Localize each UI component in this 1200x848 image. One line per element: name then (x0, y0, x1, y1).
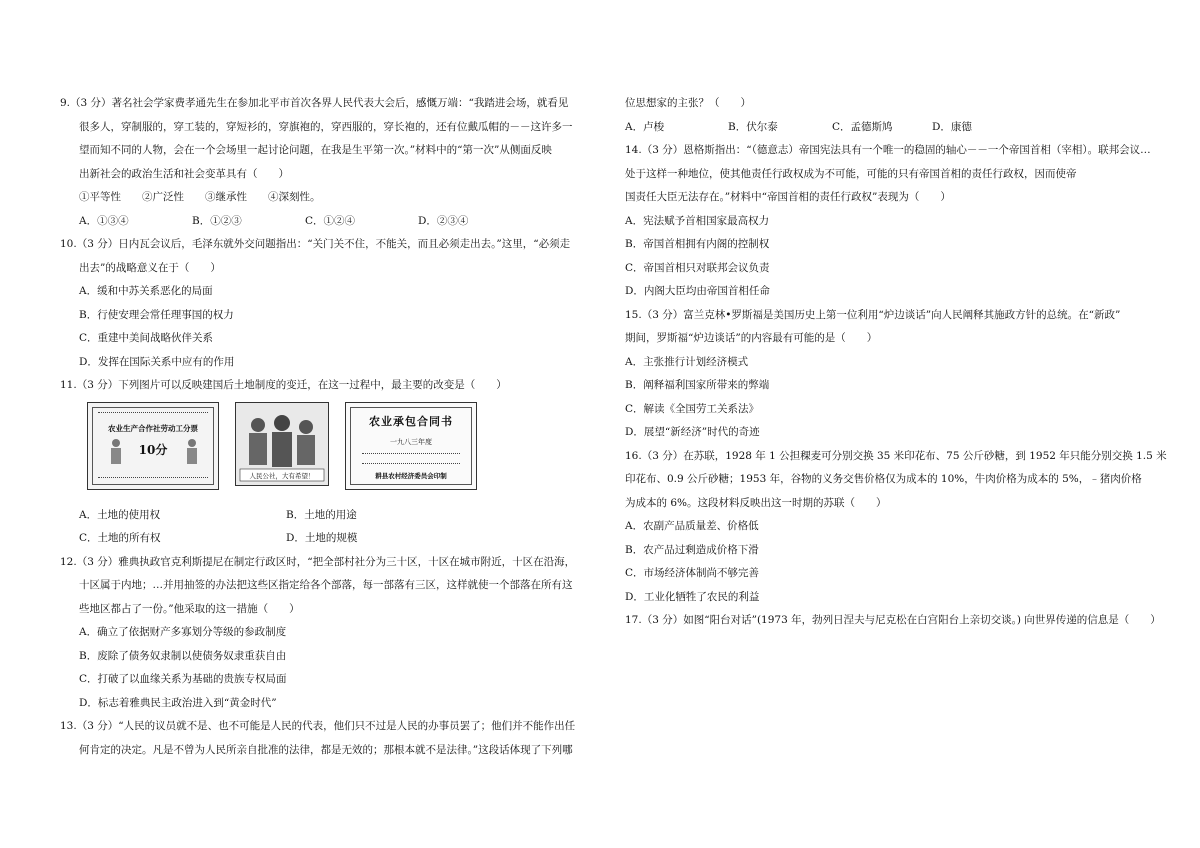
question-9-items: ①平等性 ②广泛性 ③继承性 ④深刻性。 (79, 191, 321, 203)
option-a[interactable]: A．主张推行计划经济模式 (625, 355, 749, 368)
option-c[interactable]: C．重建中美间战略伙伴关系 (79, 332, 214, 344)
question-9-stem: 9.（3 分）著名社会学家费孝通先生在参加北平市首次各界人民代表大会后，感慨万端：“我踏进会场，就看见 (60, 97, 569, 109)
option-a[interactable]: A．宪法赋予首相国家最高权力 (625, 214, 770, 227)
question-13-stem: 13.（3 分）“人民的议员就不是、也不可能是人民的代表，他们只不过是人民的办事员罢了；他们并不能作出任 (60, 720, 576, 732)
contract-title: 农业承包合同书 (369, 414, 453, 428)
option-c[interactable]: C．打破了以血缘关系为基础的贵族专权局面 (79, 673, 287, 685)
option-d[interactable]: D．康德 (932, 120, 972, 133)
option-b[interactable]: B．阐释福利国家所带来的弊端 (625, 379, 770, 391)
question-14 (625, 139, 1151, 304)
question-9-stem: 望而知不同的人物，会在一个会场里一起讨论问题，在我是生平第一次。”材料中的“第一次”从侧面反映 (79, 144, 552, 156)
option-c[interactable]: C．土地的所有权 (79, 532, 161, 544)
question-11-stem: 11.（3 分）下列图片可以反映建国后土地制度的变迁，在这一过程中，最主要的改变是（ ） (60, 379, 507, 391)
option-a[interactable]: A．土地的使用权 (79, 508, 161, 521)
question-14-stem: 处于这样一种地位，使其他责任行政权成为不可能，可能的只有帝国首相的责任行政权，因而使帝 (625, 167, 1077, 180)
peoples-commune-poster-image (235, 402, 329, 486)
question-16-stem: 16.（3 分）在苏联，1928 年 1 公担稞麦可分别交换 35 米印花布、75 公斤砂糖，到 1952 年只能分别交换 1.5 米 (625, 449, 1167, 462)
question-12-stem: 12.（3 分）雅典执政官克利斯提尼在制定行政区时，“把全部村社分为三十区，十区在城市附近，十区在沿海， (60, 555, 576, 568)
option-a[interactable]: A．①③④ (79, 214, 129, 227)
option-d[interactable]: D．工业化牺牲了农民的利益 (625, 590, 760, 603)
question-17-stem: 17.（3 分）如图“阳台对话”(1973 年，勃列日涅夫与尼克松在白宫阳台上亲切交谈。) 向世界传递的信息是（ ） (625, 614, 1161, 626)
left-column (60, 92, 595, 762)
question-11-images (87, 402, 595, 502)
option-d[interactable]: D．内阁大臣均由帝国首相任命 (625, 285, 770, 297)
question-12 (60, 551, 595, 716)
option-c[interactable]: C．①②④ (305, 214, 356, 227)
option-d[interactable]: D．②③④ (418, 214, 469, 227)
question-17 (625, 609, 1161, 633)
option-b[interactable]: B．①②③ (192, 214, 242, 227)
option-b[interactable]: B．土地的用途 (286, 508, 357, 521)
contract-year: 一九八三年度 (390, 437, 432, 446)
question-16 (625, 445, 1167, 610)
figure-icon (106, 437, 126, 467)
option-d[interactable]: D．土地的规模 (286, 532, 358, 544)
question-9-stem: 很多人，穿制服的，穿工装的，穿短衫的，穿旗袍的，穿西服的，穿长袍的，还有位戴瓜帽的－－这许多一 (79, 120, 573, 133)
question-15-stem: 期间，罗斯福“炉边谈话”的内容最有可能的是（ ） (625, 332, 878, 344)
question-16-stem: 印花布、0.9 公斤砂糖；1953 年，谷物的义务交售价格仅为成本的 10%，牛肉价格为成本的 5%，﹣猪肉价格 (625, 473, 1142, 485)
question-11-options (60, 527, 595, 551)
question-13-stem: 位思想家的主张？（ ） (625, 97, 751, 109)
option-b[interactable]: B．废除了债务奴隶制以使债务奴隶重获自由 (79, 649, 287, 662)
option-a[interactable]: A．确立了依据财产多寡划分等级的参政制度 (79, 626, 287, 638)
question-15 (625, 304, 1140, 445)
option-b[interactable]: B．农产品过剩造成价格下滑 (625, 543, 759, 556)
option-c[interactable]: C．帝国首相只对联邦会议负责 (625, 261, 770, 274)
work-point-ticket-title: 农业生产合作社劳动工分票 (108, 423, 198, 433)
question-9 (60, 92, 595, 233)
question-10-stem: 10.（3 分）日内瓦会议后，毛泽东就外交问题指出：“关门关不住，不能关，而且必须走出去。”这里，“必须走 (60, 238, 571, 250)
question-10 (60, 233, 595, 374)
question-13-stem: 何肯定的决定。凡是不曾为人民所亲自批准的法律，都是无效的；那根本就不是法律。”这段话体现了下列哪 (79, 743, 573, 756)
option-d[interactable]: D．展望“新经济”时代的奇迹 (625, 426, 760, 438)
option-a[interactable]: A．缓和中苏关系恶化的局面 (79, 285, 213, 297)
question-12-stem: 些地区都占了一份。”他采取的这一措施（ ） (79, 602, 300, 615)
question-13 (60, 715, 595, 762)
contract-document-image (345, 402, 477, 490)
option-a[interactable]: A．卢梭 (625, 120, 665, 133)
question-11 (60, 374, 595, 551)
question-9-stem: 出新社会的政治生活和社会变革具有（ ） (79, 167, 289, 180)
question-11-options (60, 504, 595, 528)
question-12-stem: 十区属于内地；…并用抽签的办法把这些区指定给各个部落，每一部落有三区，这样就使一个部落在所有这 (79, 579, 573, 591)
figure-icon (182, 437, 202, 467)
question-13-options (625, 116, 1140, 140)
option-b[interactable]: B．伏尔泰 (728, 120, 778, 133)
option-c[interactable]: C．解读《全国劳工关系法》 (625, 402, 760, 415)
work-point-ticket-image (87, 402, 219, 490)
right-column (625, 92, 1167, 633)
question-14-stem: 14.（3 分）恩格斯指出：“（德意志）帝国宪法具有一个唯一的稳固的轴心－－一个帝国首相（宰相）。联邦会议… (625, 144, 1151, 156)
question-14-stem: 国责任大臣无法存在。”材料中“帝国首相的责任行政权”表现为（ ） (625, 191, 951, 203)
option-b[interactable]: B．帝国首相拥有内阁的控制权 (625, 238, 770, 250)
option-d[interactable]: D．发挥在国际关系中应有的作用 (79, 355, 235, 368)
work-point-ticket-value: 10分 (138, 442, 168, 457)
question-10-stem: 出去”的战略意义在于（ ） (79, 261, 221, 274)
option-d[interactable]: D．标志着雅典民主政治进入到“黄金时代” (79, 696, 277, 709)
contract-footer: 耕县农村经济委员会印制 (375, 471, 447, 480)
option-c[interactable]: C．市场经济体制尚不够完善 (625, 567, 760, 579)
option-b[interactable]: B．行使安理会常任理事国的权力 (79, 308, 234, 321)
option-c[interactable]: C．孟德斯鸠 (832, 120, 893, 133)
question-13-continued (625, 92, 1140, 139)
option-a[interactable]: A．农副产品质量差、价格低 (625, 520, 759, 532)
question-16-stem: 为成本的 6%。这段材料反映出这一时期的苏联（ ） (625, 496, 887, 509)
question-15-stem: 15.（3 分）富兰克林•罗斯福是美国历史上第一位利用“炉边谈话”向人民阐释其施政方针的总统。在“新政” (625, 308, 1121, 321)
question-9-options (60, 210, 595, 234)
poster-caption: 人民公社，大有希望！ (249, 471, 315, 480)
